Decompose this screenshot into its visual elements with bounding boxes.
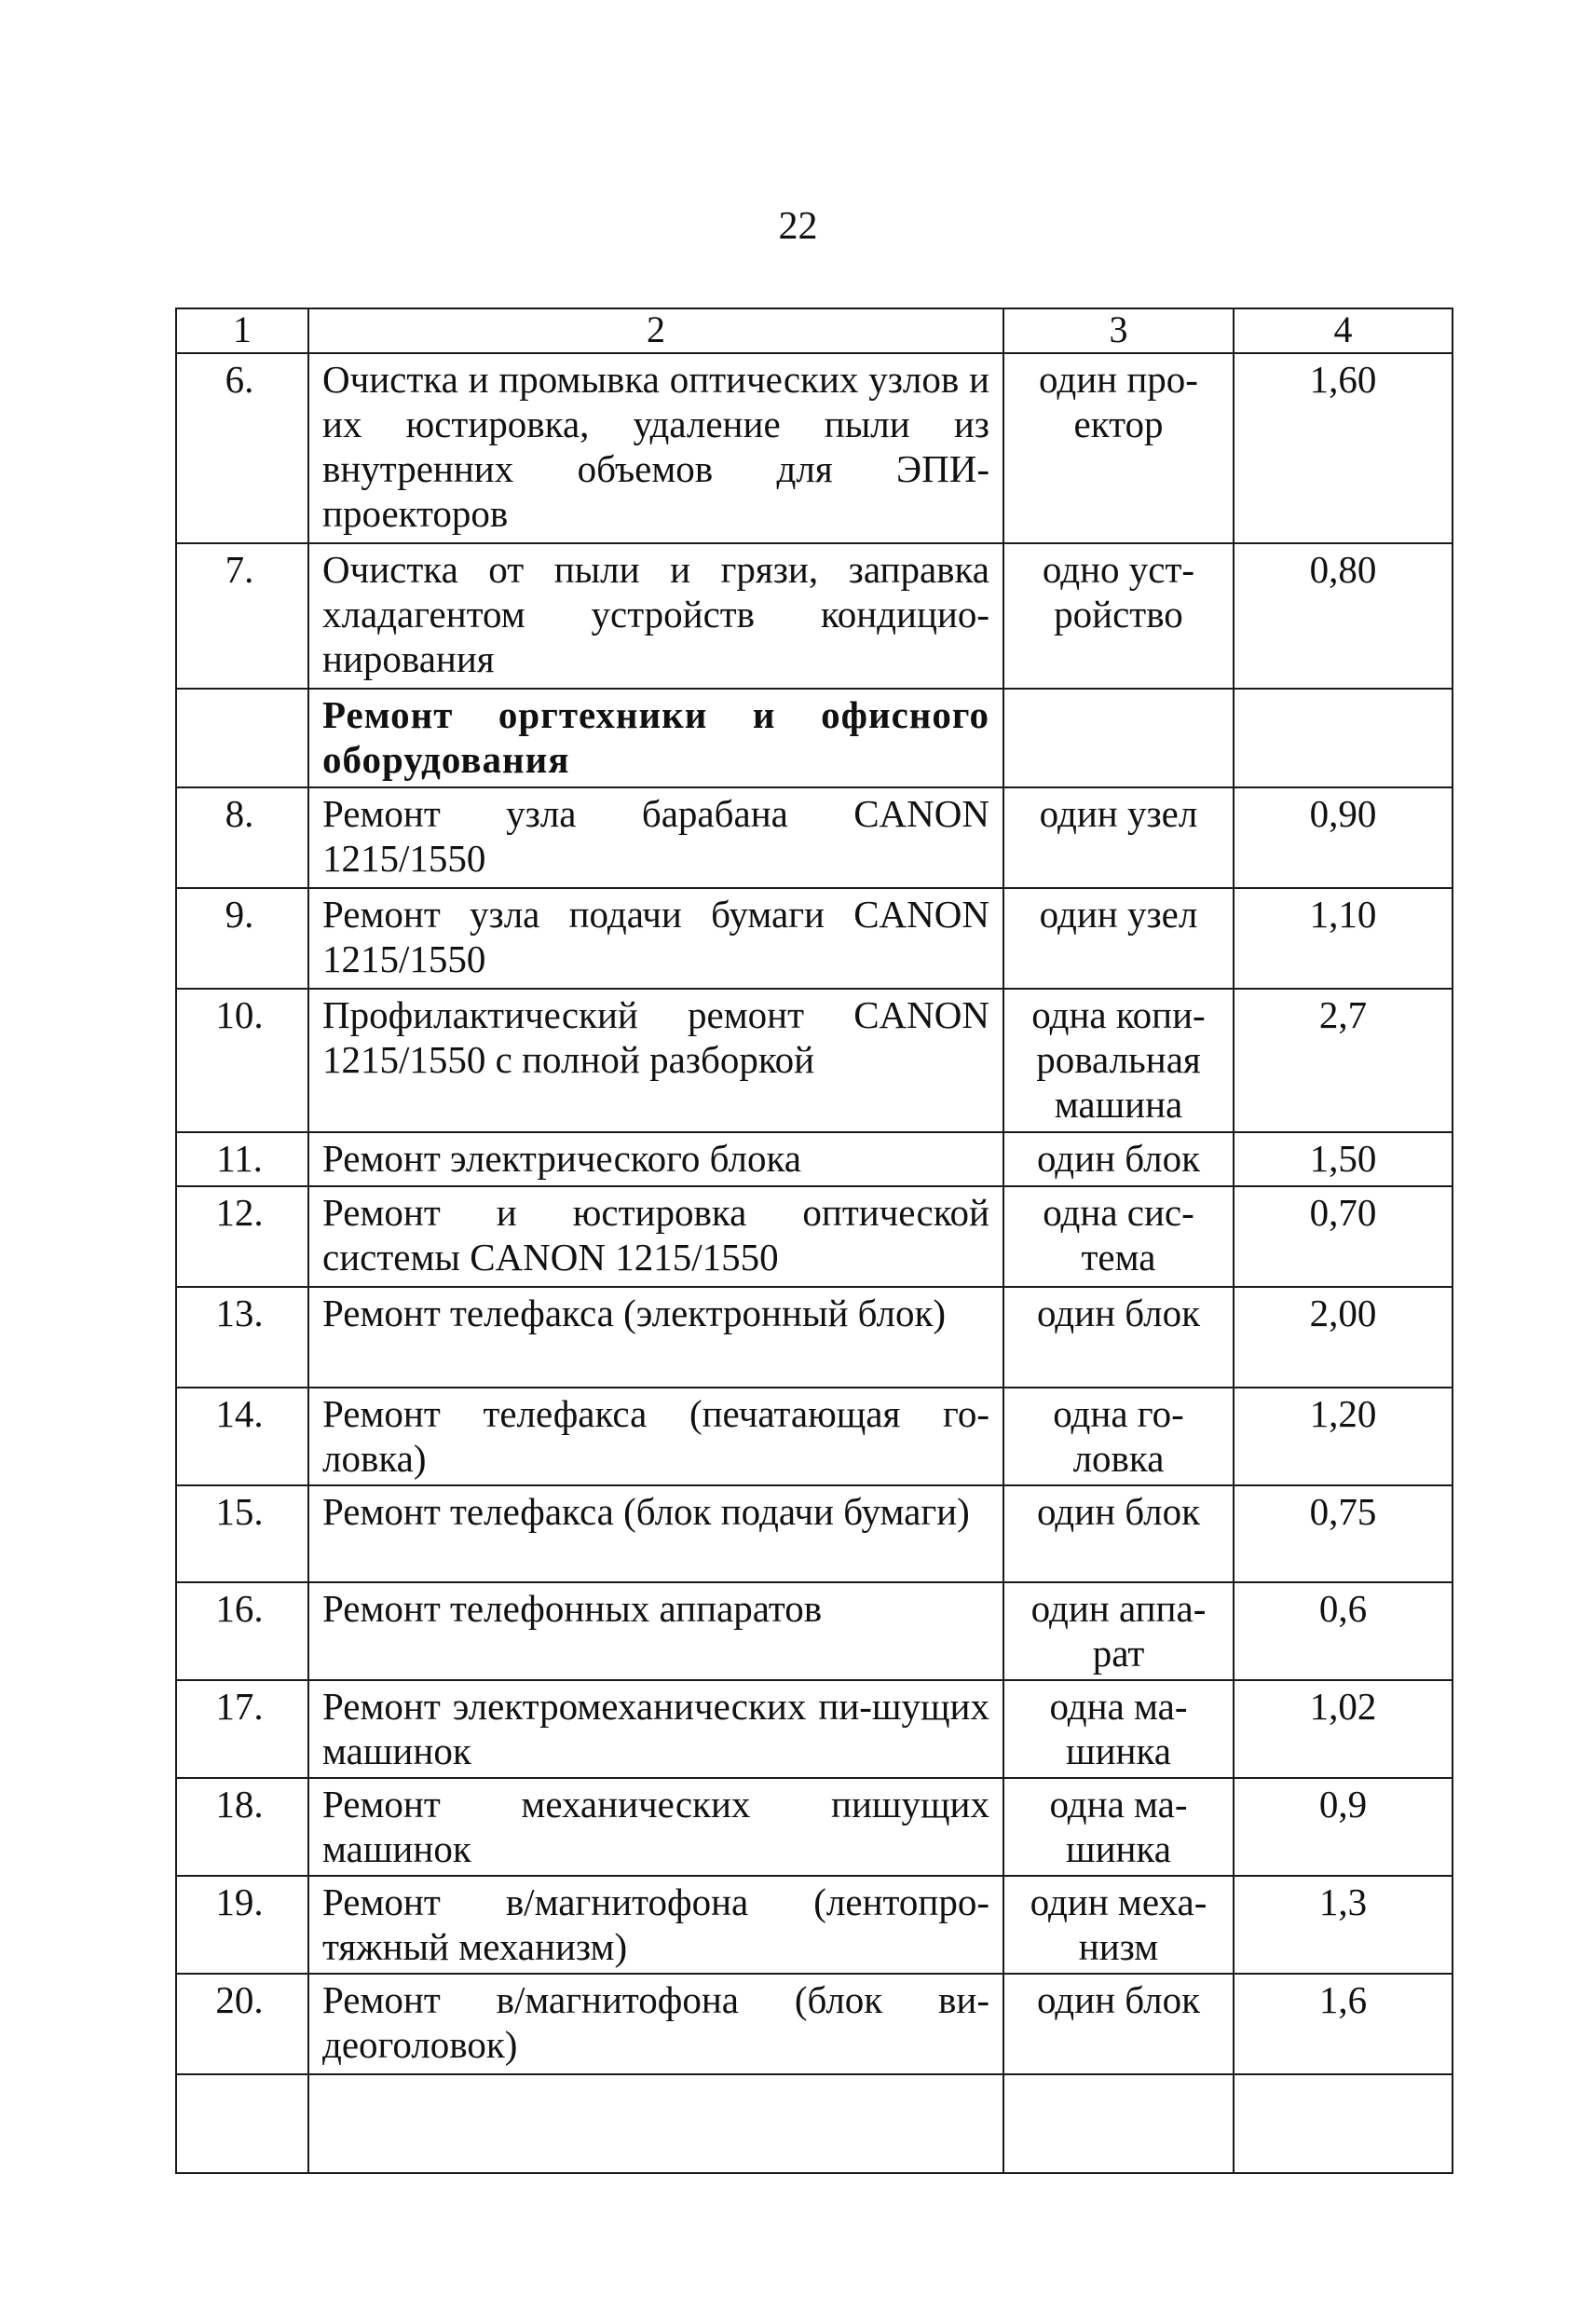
row-description: Ремонт телефонных аппаратов — [308, 1582, 1003, 1680]
section-number-cell — [176, 689, 308, 787]
row-unit: один блок — [1003, 1485, 1234, 1582]
row-description — [308, 2074, 1003, 2173]
row-number: 15. — [176, 1485, 308, 1582]
row-description: Ремонт и юстировка оптической системы CANON 1215/1550 — [308, 1186, 1003, 1287]
row-number — [176, 2074, 308, 2173]
row-description: Ремонт электрического блока — [308, 1132, 1003, 1186]
table-row — [176, 2074, 1453, 2173]
row-value: 1,02 — [1234, 1680, 1453, 1778]
row-number: 20. — [176, 1974, 308, 2074]
table-row — [176, 888, 1453, 989]
section-title: Ремонт оргтехники и офисного оборудования — [308, 689, 1003, 787]
row-unit: один меха-низм — [1003, 1876, 1234, 1974]
row-unit — [1003, 2074, 1234, 2173]
row-unit: один блок — [1003, 1132, 1234, 1186]
table-row — [176, 1287, 1453, 1388]
row-number: 6. — [176, 353, 308, 543]
row-unit: одна ма-шинка — [1003, 1680, 1234, 1778]
row-description: Ремонт электромеханических пи-шущих машинок — [308, 1680, 1003, 1778]
row-number: 7. — [176, 543, 308, 689]
row-value: 0,9 — [1234, 1778, 1453, 1876]
row-unit: один узел — [1003, 888, 1234, 989]
column-header: 4 — [1234, 308, 1453, 353]
table-row — [176, 1778, 1453, 1876]
row-value: 0,90 — [1234, 787, 1453, 888]
row-value: 1,50 — [1234, 1132, 1453, 1186]
row-number: 9. — [176, 888, 308, 989]
row-value: 0,75 — [1234, 1485, 1453, 1582]
row-number: 14. — [176, 1388, 308, 1485]
row-value: 1,20 — [1234, 1388, 1453, 1485]
row-description: Ремонт узла барабана CANON 1215/1550 — [308, 787, 1003, 888]
table-row — [176, 1680, 1453, 1778]
row-value: 0,80 — [1234, 543, 1453, 689]
section-unit-cell — [1003, 689, 1234, 787]
row-description: Очистка от пыли и грязи, заправка хладагентом устройств кондицио-нирования — [308, 543, 1003, 689]
table-row — [176, 1132, 1453, 1186]
row-unit: одна копи-ровальная машина — [1003, 989, 1234, 1132]
row-description: Ремонт телефакса (блок подачи бумаги) — [308, 1485, 1003, 1582]
column-header: 1 — [176, 308, 308, 353]
row-description: Ремонт в/магнитофона (блок ви-деоголовок) — [308, 1974, 1003, 2074]
row-number: 13. — [176, 1287, 308, 1388]
row-number: 11. — [176, 1132, 308, 1186]
row-number: 18. — [176, 1778, 308, 1876]
column-header: 3 — [1003, 308, 1234, 353]
row-description: Профилактический ремонт CANON 1215/1550 с полной разборкой — [308, 989, 1003, 1132]
row-description: Очистка и промывка оптических узлов и их юстировка, удаление пыли из внутренних объемов для ЭПИ-проекторов — [308, 353, 1003, 543]
row-unit: один блок — [1003, 1974, 1234, 2074]
table-row — [176, 1974, 1453, 2074]
row-value: 1,60 — [1234, 353, 1453, 543]
row-description: Ремонт телефакса (электронный блок) — [308, 1287, 1003, 1388]
table-row — [176, 1876, 1453, 1974]
table-row — [176, 1582, 1453, 1680]
row-description: Ремонт механических пишущих машинок — [308, 1778, 1003, 1876]
row-number: 12. — [176, 1186, 308, 1287]
row-number: 10. — [176, 989, 308, 1132]
row-value: 0,70 — [1234, 1186, 1453, 1287]
table-header-row — [176, 308, 1453, 353]
table-row — [176, 1388, 1453, 1485]
row-unit: один блок — [1003, 1287, 1234, 1388]
row-unit: одно уст-ройство — [1003, 543, 1234, 689]
row-unit: один про-ектор — [1003, 353, 1234, 543]
row-unit: одна ма-шинка — [1003, 1778, 1234, 1876]
row-description: Ремонт узла подачи бумаги CANON 1215/1550 — [308, 888, 1003, 989]
row-description: Ремонт в/магнитофона (лентопро-тяжный механизм) — [308, 1876, 1003, 1974]
row-value: 1,10 — [1234, 888, 1453, 989]
row-value: 2,00 — [1234, 1287, 1453, 1388]
row-unit: один узел — [1003, 787, 1234, 888]
row-value: 1,6 — [1234, 1974, 1453, 2074]
table-row — [176, 1186, 1453, 1287]
row-number: 16. — [176, 1582, 308, 1680]
row-unit: один аппа-рат — [1003, 1582, 1234, 1680]
section-row — [176, 689, 1453, 787]
table-row — [176, 989, 1453, 1132]
norms-table — [175, 308, 1453, 2174]
row-number: 19. — [176, 1876, 308, 1974]
page-number: 22 — [778, 205, 818, 248]
table-row — [176, 1485, 1453, 1582]
section-value-cell — [1234, 689, 1453, 787]
table-row — [176, 543, 1453, 689]
row-value — [1234, 2074, 1453, 2173]
row-value: 2,7 — [1234, 989, 1453, 1132]
row-number: 17. — [176, 1680, 308, 1778]
table-row — [176, 787, 1453, 888]
column-header: 2 — [308, 308, 1003, 353]
table-row — [176, 353, 1453, 543]
row-value: 1,3 — [1234, 1876, 1453, 1974]
row-value: 0,6 — [1234, 1582, 1453, 1680]
row-unit: одна сис-тема — [1003, 1186, 1234, 1287]
row-number: 8. — [176, 787, 308, 888]
row-description: Ремонт телефакса (печатающая го-ловка) — [308, 1388, 1003, 1485]
row-unit: одна го-ловка — [1003, 1388, 1234, 1485]
